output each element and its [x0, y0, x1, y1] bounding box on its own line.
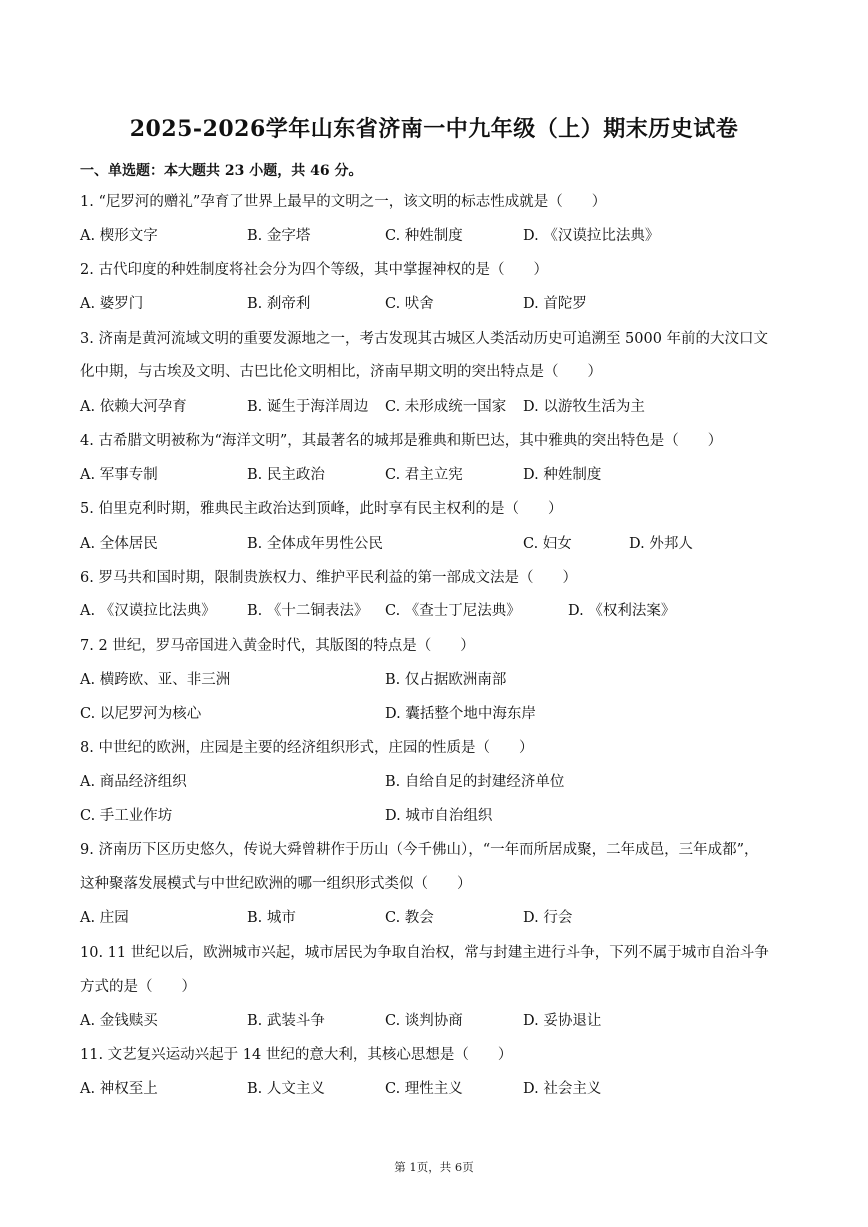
option-d: D. 行会 [523, 910, 573, 926]
option-c: C. 以尼罗河为核心 [80, 706, 202, 722]
option-c: C. 《查士丁尼法典》 [385, 603, 521, 619]
option-a: A. 军事专制 [80, 467, 158, 483]
option-b: B. 金字塔 [247, 228, 311, 244]
option-c: C. 理性主义 [385, 1081, 463, 1097]
option-d: D. 外邦人 [629, 536, 693, 552]
option-a: A. 楔形文字 [80, 228, 158, 244]
option-b: B. 武装斗争 [247, 1013, 325, 1029]
question-stem: 5. 伯里克利时期，雅典民主政治达到顶峰，此时享有民主权利的是（ ） [80, 501, 563, 517]
option-d: D. 城市自治组织 [385, 808, 493, 824]
option-c: C. 妇女 [523, 536, 572, 552]
option-b: B. 全体成年男性公民 [247, 536, 383, 552]
question-stem: 11. 文艺复兴运动兴起于 14 世纪的意大利，其核心思想是（ ） [80, 1047, 513, 1063]
option-d: D. 《汉谟拉比法典》 [523, 228, 660, 244]
option-b: B. 自给自足的封建经济单位 [385, 774, 565, 790]
question-stem-continued: 化中期，与古埃及文明、古巴比伦文明相比，济南早期文明的突出特点是（ ） [80, 364, 602, 380]
option-d: D. 种姓制度 [523, 467, 602, 483]
option-d: D. 社会主义 [523, 1081, 602, 1097]
option-a: A. 横跨欧、亚、非三洲 [80, 672, 231, 688]
option-b: B. 民主政治 [247, 467, 325, 483]
option-c: C. 君主立宪 [385, 467, 463, 483]
option-b: B. 人文主义 [247, 1081, 325, 1097]
question-stem: 3. 济南是黄河流域文明的重要发源地之一，考古发现其古城区人类活动历史可追溯至 5000 年前的大汶口文 [80, 331, 769, 347]
option-b: B. 仅占据欧洲南部 [385, 672, 507, 688]
question-stem: 8. 中世纪的欧洲，庄园是主要的经济组织形式，庄园的性质是（ ） [80, 740, 534, 756]
option-a: A. 金钱赎买 [80, 1013, 158, 1029]
option-a: A. 商品经济组织 [80, 774, 187, 790]
option-c: C. 手工业作坊 [80, 808, 173, 824]
option-a: A. 依赖大河孕育 [80, 399, 187, 415]
option-c: C. 未形成统一国家 [385, 399, 507, 415]
option-d: D. 以游牧生活为主 [523, 399, 645, 415]
option-d: D. 首陀罗 [523, 296, 587, 312]
question-stem: 2. 古代印度的种姓制度将社会分为四个等级，其中掌握神权的是（ ） [80, 262, 548, 278]
option-d: D. 囊括整个地中海东岸 [385, 706, 536, 722]
question-stem: 7. 2 世纪，罗马帝国进入黄金时代，其版图的特点是（ ） [80, 638, 475, 654]
question-stem: 9. 济南历下区历史悠久，传说大舜曾耕作于历山（今千佛山），“一年而所居成聚，二年成邑，三年成都”， [80, 842, 759, 858]
section-heading: 一、单选题：本大题共 23 小题，共 46 分。 [80, 163, 363, 179]
option-a: A. 庄园 [80, 910, 129, 926]
question-stem-continued: 这种聚落发展模式与中世纪欧洲的哪一组织形式类似（ ） [80, 876, 472, 892]
option-c: C. 吠舍 [385, 296, 434, 312]
option-b: B. 诞生于海洋周边 [247, 399, 369, 415]
option-b: B. 《十二铜表法》 [247, 603, 369, 619]
option-c: C. 教会 [385, 910, 434, 926]
page-number-footer: 第 1页，共 6页 [394, 1160, 474, 1174]
question-stem: 4. 古希腊文明被称为“海洋文明”，其最著名的城邦是雅典和斯巴达，其中雅典的突出特色是（ ） [80, 433, 723, 449]
option-a: A. 婆罗门 [80, 296, 144, 312]
option-d: D. 妥协退让 [523, 1013, 602, 1029]
option-a: A. 神权至上 [80, 1081, 158, 1097]
question-stem: 1. “尼罗河的赠礼”孕育了世界上最早的文明之一，该文明的标志性成就是（ ） [80, 194, 607, 210]
option-a: A. 《汉谟拉比法典》 [80, 603, 216, 619]
page-title: 2025-2026学年山东省济南一中九年级（上）期末历史试卷 [129, 116, 739, 142]
option-d: D. 《权利法案》 [568, 603, 676, 619]
question-stem-continued: 方式的是（ ） [80, 979, 196, 995]
option-b: B. 刹帝利 [247, 296, 311, 312]
option-c: C. 种姓制度 [385, 228, 463, 244]
option-b: B. 城市 [247, 910, 296, 926]
question-stem: 10. 11 世纪以后，欧洲城市兴起，城市居民为争取自治权，常与封建主进行斗争，下列不属于城市自治斗争 [80, 945, 769, 961]
option-c: C. 谈判协商 [385, 1013, 463, 1029]
question-stem: 6. 罗马共和国时期，限制贵族权力、维护平民利益的第一部成文法是（ ） [80, 570, 577, 586]
option-a: A. 全体居民 [80, 536, 158, 552]
